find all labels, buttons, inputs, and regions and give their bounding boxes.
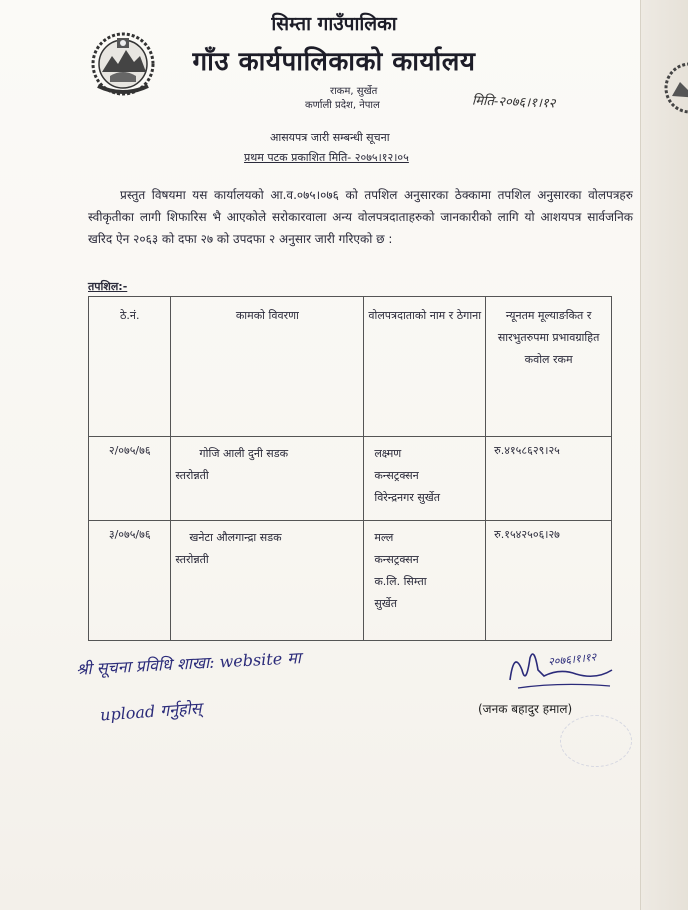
address-line-2: कर्णाली प्रदेश, नेपाल	[305, 100, 380, 111]
bid-amount: रु.१५४२५०६।२७	[486, 521, 612, 641]
bid-amount: रु.४१५८६२९।२५	[486, 437, 612, 521]
work-line-2: स्तरोन्नती	[175, 469, 209, 482]
bid-table	[88, 296, 612, 641]
work-line-2: स्तरोन्नती	[175, 553, 209, 566]
bidder-name-address	[364, 521, 486, 641]
contract-no: २/०७५/७६	[89, 437, 171, 521]
bidder-line-2: कन्सट्रक्सन	[374, 553, 419, 566]
bidder-line-3: विरेन्द्रनगर सुर्खेत	[374, 491, 441, 504]
adjacent-page-edge	[640, 0, 688, 910]
header-bidder: वोलपत्रदाताको नाम र ठेगाना	[364, 297, 486, 437]
signer-name: (जनक बहादुर हमाल)	[478, 702, 573, 716]
header-amount: न्यूनतम मूल्याङकित र सारभुतरुपमा प्रभावग्राहित कवोल रकम	[486, 297, 612, 437]
contract-no: ३/०७५/७६	[89, 521, 171, 641]
notice-title: आसयपत्र जारी सम्बन्धी सूचना	[270, 131, 390, 144]
address-line-1: राकम, सुर्खेत	[330, 86, 378, 97]
header-contract-no: ठे.नं.	[89, 297, 171, 437]
header-work-description: कामको विवरणा	[171, 297, 364, 437]
bidder-line-1: लक्ष्मण	[374, 447, 402, 460]
handwritten-note-line-1: श्री सूचना प्रविधि शाखा: website मा	[75, 648, 302, 679]
bidder-line-3: क.लि. सिम्ता	[374, 575, 427, 588]
signature-icon	[500, 640, 620, 700]
table-row	[89, 437, 612, 521]
notice-paragraph: प्रस्तुत विषयमा यस कार्यालयको आ.व.०७५।०७६ को तपशिल अनुसारका ठेक्कामा तपशिल अनुसारका वोलपत्रहरु स्वीकृतीका लागी शिफारिस भै आएकोले सरोकारवाला अन्य वोलपत्रदाताहरुको जानकारीको लागि यो आशयपत्र सार्वजनिक खरिद ऐन २०६३ को दफा २७ को उपदफा २ अनुसार जारी गरिएको छ :	[88, 188, 633, 246]
work-description	[171, 437, 364, 521]
work-line-1: गोजि आली दुनी सडक	[199, 447, 289, 460]
bidder-name-address	[364, 437, 486, 521]
handwritten-note-line-2: upload गर्नुहोस्	[99, 698, 203, 725]
bidder-line-4: सुर्खेत	[374, 597, 398, 610]
publication-date: प्रथम पटक प्रकाशित मिति- २०७५।१२।०५	[244, 151, 409, 164]
table-header-row	[89, 297, 612, 437]
signature-date: २०७६।१।१२	[547, 650, 597, 669]
office-title: गाँउ कार्यपालिकाको कार्यालय	[192, 47, 476, 77]
work-description	[171, 521, 364, 641]
bidder-line-2: कन्सट्रक्सन	[374, 469, 419, 482]
work-line-1: खनेटा औलगान्द्रा सडक	[189, 531, 282, 544]
municipality-name: सिम्ता गाउँपालिका	[271, 13, 397, 35]
handwritten-date: मिति-२०७६।१।१२	[471, 93, 556, 112]
faint-stamp	[560, 715, 632, 767]
bidder-line-1: मल्ल	[374, 531, 394, 544]
details-label: तपशिल:-	[88, 280, 128, 293]
table-row	[89, 521, 612, 641]
notice-body	[88, 184, 633, 250]
